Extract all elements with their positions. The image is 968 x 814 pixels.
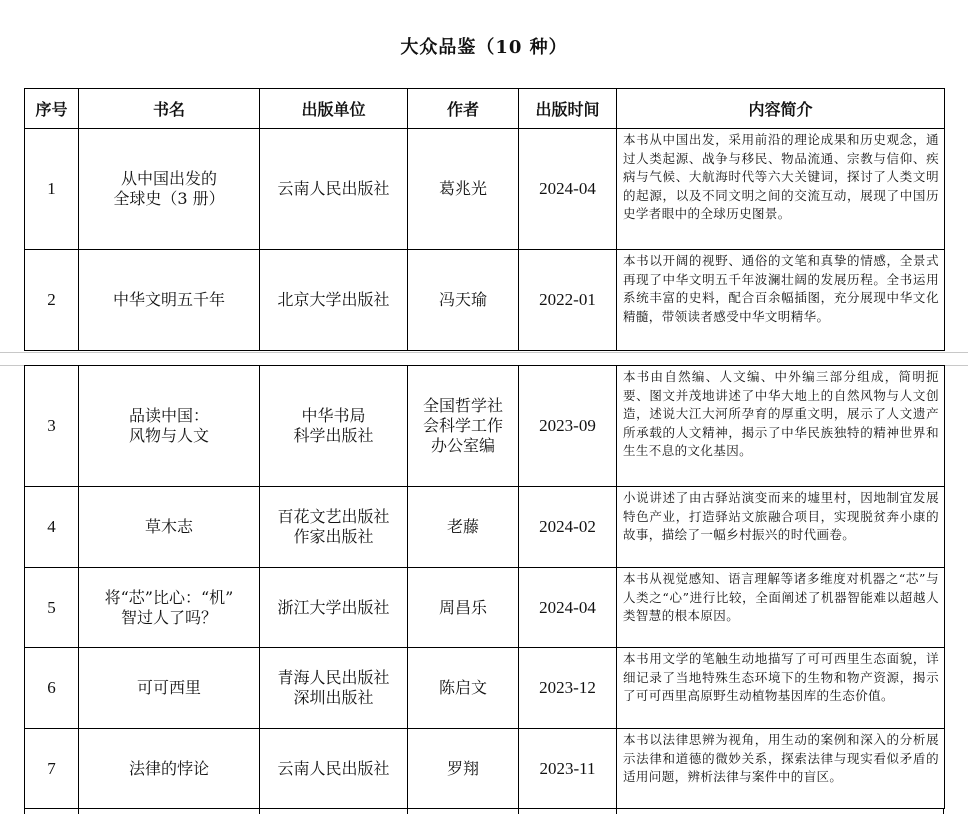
table-row — [25, 487, 945, 568]
author-line: 办公室编 — [430, 436, 495, 455]
publish-date: 2023-11 — [519, 729, 617, 809]
header-book-title: 书名 — [79, 89, 260, 129]
book-title-line: 全球史（3 册） — [113, 189, 225, 208]
author — [408, 729, 519, 809]
page-title: 大众品鉴（10 种） — [400, 37, 568, 58]
book-title-line: 品读中国： — [128, 406, 209, 425]
row-index: 4 — [25, 487, 79, 568]
book-table-part-2 — [24, 365, 945, 809]
author-line: 会科学工作 — [422, 416, 503, 435]
publish-date: 2022-01 — [519, 250, 617, 351]
header-publish-date: 出版时间 — [519, 89, 617, 129]
header-author: 作者 — [408, 89, 519, 129]
author — [408, 129, 519, 250]
truncated-next-row — [24, 808, 944, 814]
author — [408, 250, 519, 351]
publish-date: 2023-12 — [519, 648, 617, 729]
summary-text: 本书以法律思辨为视角，用生动的案例和深入的分析展示法律和道德的微妙关系，探索法律与现实看似矛盾的适用问题，辨析法律与案件中的盲区。 — [617, 729, 945, 809]
table-row — [25, 250, 945, 351]
publisher-line: 中华书局 — [301, 406, 366, 425]
author-line: 全国哲学社 — [422, 396, 503, 415]
book-title-line: 法律的悖论 — [128, 758, 209, 778]
book-title — [79, 366, 260, 487]
row-index: 3 — [25, 366, 79, 487]
publisher-line: 深圳出版社 — [293, 688, 374, 707]
table-row — [25, 648, 945, 729]
summary-text: 本书由自然编、人文编、中外编三部分组成，简明扼要、图文并茂地讲述了中华大地上的自然风物与人文创造，述说大江大河所孕育的厚重文明，展示了人文遗产所承载的人文精神，揭示了中华民族独特的精神世界和生生不息的文化基因。 — [617, 366, 945, 487]
publisher-line: 云南人民出版社 — [277, 179, 390, 198]
table-row — [25, 568, 945, 648]
publisher-line: 北京大学出版社 — [277, 290, 390, 309]
table-row — [25, 729, 945, 809]
author — [408, 568, 519, 648]
row-index: 1 — [25, 129, 79, 250]
author-line: 冯天瑜 — [438, 290, 487, 309]
book-title-line: 中华文明五千年 — [112, 290, 225, 309]
row-index: 7 — [25, 729, 79, 809]
summary-text: 小说讲述了由古驿站演变而来的墟里村，因地制宜发展特色产业，打造驿站文旅融合项目，实现脱贫奔小康的故事，描绘了一幅乡村振兴的时代画卷。 — [617, 487, 945, 568]
publisher-line: 科学出版社 — [293, 426, 374, 445]
publish-date: 2024-04 — [519, 129, 617, 250]
author — [408, 366, 519, 487]
book-title-line: 风物与人文 — [128, 426, 209, 445]
header-publisher: 出版单位 — [260, 89, 408, 129]
header-index: 序号 — [25, 89, 79, 129]
publish-date: 2024-02 — [519, 487, 617, 568]
publisher — [260, 648, 408, 729]
author — [408, 648, 519, 729]
book-table-part-1 — [24, 88, 945, 351]
publisher-line: 浙江大学出版社 — [277, 597, 390, 617]
book-title-line: 可可西里 — [136, 678, 201, 697]
book-title — [79, 568, 260, 648]
author-line: 陈启文 — [438, 678, 487, 697]
book-title-line: 从中国出发的 — [120, 169, 217, 188]
author-line: 葛兆光 — [438, 179, 487, 198]
book-title — [79, 729, 260, 809]
publisher — [260, 250, 408, 351]
publish-date: 2024-04 — [519, 568, 617, 648]
book-title-line: 智过人了吗？ — [120, 607, 217, 627]
book-title — [79, 129, 260, 250]
summary-text: 本书从中国出发，采用前沿的理论成果和历史观念，通过人类起源、战争与移民、物品流通、宗教与信仰、疾病与气候、大航海时代等六大关键词，探讨了人类文明的起源，以及不同文明之间的交流互动，展现了中国历史学者眼中的全球历史图景。 — [617, 129, 945, 250]
row-index: 6 — [25, 648, 79, 729]
publisher-line: 作家出版社 — [293, 527, 374, 546]
summary-text: 本书从视觉感知、语言理解等诸多维度对机器之“芯”与人类之“心”进行比较，全面阐述了机器智能难以超越人类智慧的根本原因。 — [617, 568, 945, 648]
table-row — [25, 129, 945, 250]
publisher — [260, 129, 408, 250]
row-index: 5 — [25, 568, 79, 648]
author — [408, 487, 519, 568]
author-line: 罗翔 — [446, 758, 479, 778]
book-title-line: 将“芯”比心：“机” — [104, 587, 234, 607]
table-header-row — [25, 89, 945, 129]
book-title — [79, 487, 260, 568]
book-title-line: 草木志 — [144, 517, 193, 536]
summary-text: 本书用文学的笔触生动地描写了可可西里生态面貌，详细记录了当地特殊生态环境下的生物和物产资源，揭示了可可西里高原野生动植物基因库的生态价值。 — [617, 648, 945, 729]
publisher — [260, 487, 408, 568]
book-title — [79, 648, 260, 729]
publish-date: 2023-09 — [519, 366, 617, 487]
publisher — [260, 366, 408, 487]
book-title — [79, 250, 260, 351]
row-index: 2 — [25, 250, 79, 351]
table-row — [25, 366, 945, 487]
author-line: 老藤 — [446, 517, 479, 536]
publisher-line: 百花文艺出版社 — [277, 507, 390, 526]
publisher-line: 青海人民出版社 — [277, 668, 390, 687]
header-summary: 内容简介 — [617, 89, 945, 129]
publisher — [260, 568, 408, 648]
page-break-divider — [0, 352, 968, 366]
summary-text: 本书以开阔的视野、通俗的文笔和真挚的情感，全景式再现了中华文明五千年波澜壮阔的发展历程。全书运用系统丰富的史料，配合百余幅插图，充分展现中华文化精髓，带领读者感受中华文明精华。 — [617, 250, 945, 351]
publisher — [260, 729, 408, 809]
publisher-line: 云南人民出版社 — [277, 758, 390, 778]
author-line: 周昌乐 — [438, 597, 487, 617]
